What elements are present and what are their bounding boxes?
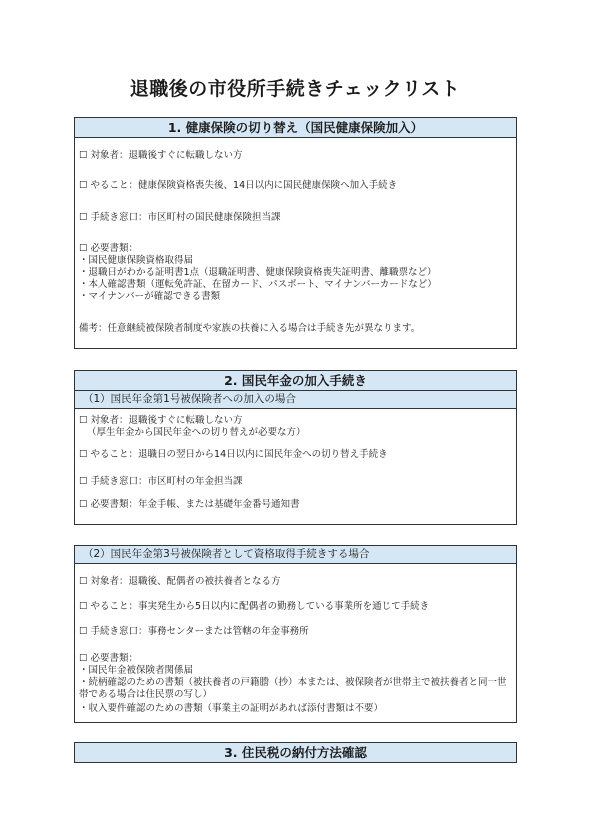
bullet-icon: ・ [79, 291, 89, 302]
doc-text: 本人確認書類（運転免許証、在留カード、パスポート、マイナンバーカードなど） [88, 279, 437, 290]
checkbox-icon[interactable]: ☐ [79, 415, 88, 426]
item-text: 手続き窓口：事務センターまたは管轄の年金事務所 [90, 626, 309, 637]
checkbox-icon[interactable]: ☐ [79, 449, 88, 460]
checklist-item-docs[interactable] [79, 499, 512, 511]
bullet-icon: ・ [79, 255, 89, 266]
checklist-item-todo[interactable] [79, 449, 512, 461]
item-text: 手続き窓口：市区町村の年金担当課 [90, 476, 243, 487]
checkbox-icon[interactable]: ☐ [79, 653, 88, 664]
list-item [79, 291, 512, 303]
checkbox-icon[interactable]: ☐ [79, 576, 88, 587]
checkbox-icon[interactable]: ☐ [79, 150, 88, 161]
item-text: 対象者：退職後すぐに転職しない方 [90, 415, 243, 426]
list-item [79, 677, 512, 701]
checklist-item-target[interactable] [79, 415, 512, 427]
item-text: やること：健康保険資格喪失後、14日以内に国民健康保険へ加入手続き [90, 180, 398, 191]
checklist-item-docs[interactable] [79, 653, 512, 665]
note-text: 備考：任意継続被保険者制度や家族の扶養に入る場合は手続き先が異なります。 [79, 323, 421, 334]
doc-text: 続柄確認のための書類（被扶養者の戸籍謄（抄）本または、被保険者が世帯主で被扶養者と同一世帯である場合は住民票の写し） [79, 677, 507, 700]
section-pension-type3 [74, 545, 517, 723]
list-item [79, 255, 512, 267]
doc-text: マイナンバーが確認できる書類 [88, 291, 221, 302]
section-pension-type1 [74, 370, 517, 525]
section-resident-tax [74, 742, 517, 763]
checklist-item-target[interactable] [79, 576, 512, 588]
list-item [79, 703, 512, 715]
checkbox-icon[interactable]: ☐ [79, 212, 88, 223]
bullet-icon: ・ [79, 267, 89, 278]
checkbox-icon[interactable]: ☐ [79, 626, 88, 637]
subsection-heading: （1）国民年金第1号被保険者への加入の場合 [75, 391, 516, 409]
section-heading: 1. 健康保険の切り替え（国民健康保険加入） [75, 118, 516, 138]
doc-text: 国民健康保険資格取得届 [88, 255, 194, 266]
item-text: やること：退職日の翌日から14日以内に国民年金への切り替え手続き [90, 449, 388, 460]
item-text: 対象者：退職後すぐに転職しない方 [90, 150, 243, 161]
list-item [79, 279, 512, 291]
checkbox-icon[interactable]: ☐ [79, 180, 88, 191]
checklist-item-window[interactable] [79, 212, 512, 224]
item-text: やること：事実発生から5日以内に配偶者の勤務している事業所を通じて手続き [90, 601, 430, 612]
checkbox-icon[interactable]: ☐ [79, 601, 88, 612]
checklist-item-todo[interactable] [79, 180, 512, 192]
item-note: （厚生年金から国民年金への切り替えが必要な方） [87, 427, 306, 438]
bullet-icon: ・ [79, 279, 89, 290]
checkbox-icon[interactable]: ☐ [79, 243, 88, 254]
checkbox-icon[interactable]: ☐ [79, 476, 88, 487]
page-title: 退職後の市役所手続きチェックリスト [129, 78, 461, 100]
item-text: 手続き窓口：市区町村の国民健康保険担当課 [90, 212, 281, 223]
checklist-item-target[interactable] [79, 150, 512, 162]
list-item [79, 267, 512, 279]
checkbox-icon[interactable]: ☐ [79, 499, 88, 510]
doc-text: 国民年金被保険者関係届 [88, 665, 194, 676]
bullet-icon: ・ [79, 665, 89, 676]
checklist-item-todo[interactable] [79, 601, 512, 613]
section-heading: 3. 住民税の納付方法確認 [75, 743, 516, 762]
section-health-insurance [74, 117, 517, 349]
doc-text: 収入要件確認のための書類（事業主の証明があれば添付書類は不要） [88, 703, 384, 714]
checklist-item-docs[interactable] [79, 243, 512, 255]
item-text: 必要書類： [90, 653, 139, 664]
bullet-icon: ・ [79, 677, 89, 688]
bullet-icon: ・ [79, 703, 89, 714]
subsection-heading: （2）国民年金第3号被保険者として資格取得手続きする場合 [75, 546, 516, 564]
checklist-item-window[interactable] [79, 626, 512, 638]
item-text: 対象者：退職後、配偶者の被扶養者となる方 [90, 576, 281, 587]
list-item [79, 665, 512, 677]
item-text: 必要書類：年金手帳、または基礎年金番号通知書 [90, 499, 300, 510]
section-heading: 2. 国民年金の加入手続き [75, 371, 516, 391]
doc-text: 退職日がわかる証明書1点（退職証明書、健康保険資格喪失証明書、離職票など） [88, 267, 437, 278]
checklist-item-window[interactable] [79, 476, 512, 488]
item-text: 必要書類： [90, 243, 139, 254]
